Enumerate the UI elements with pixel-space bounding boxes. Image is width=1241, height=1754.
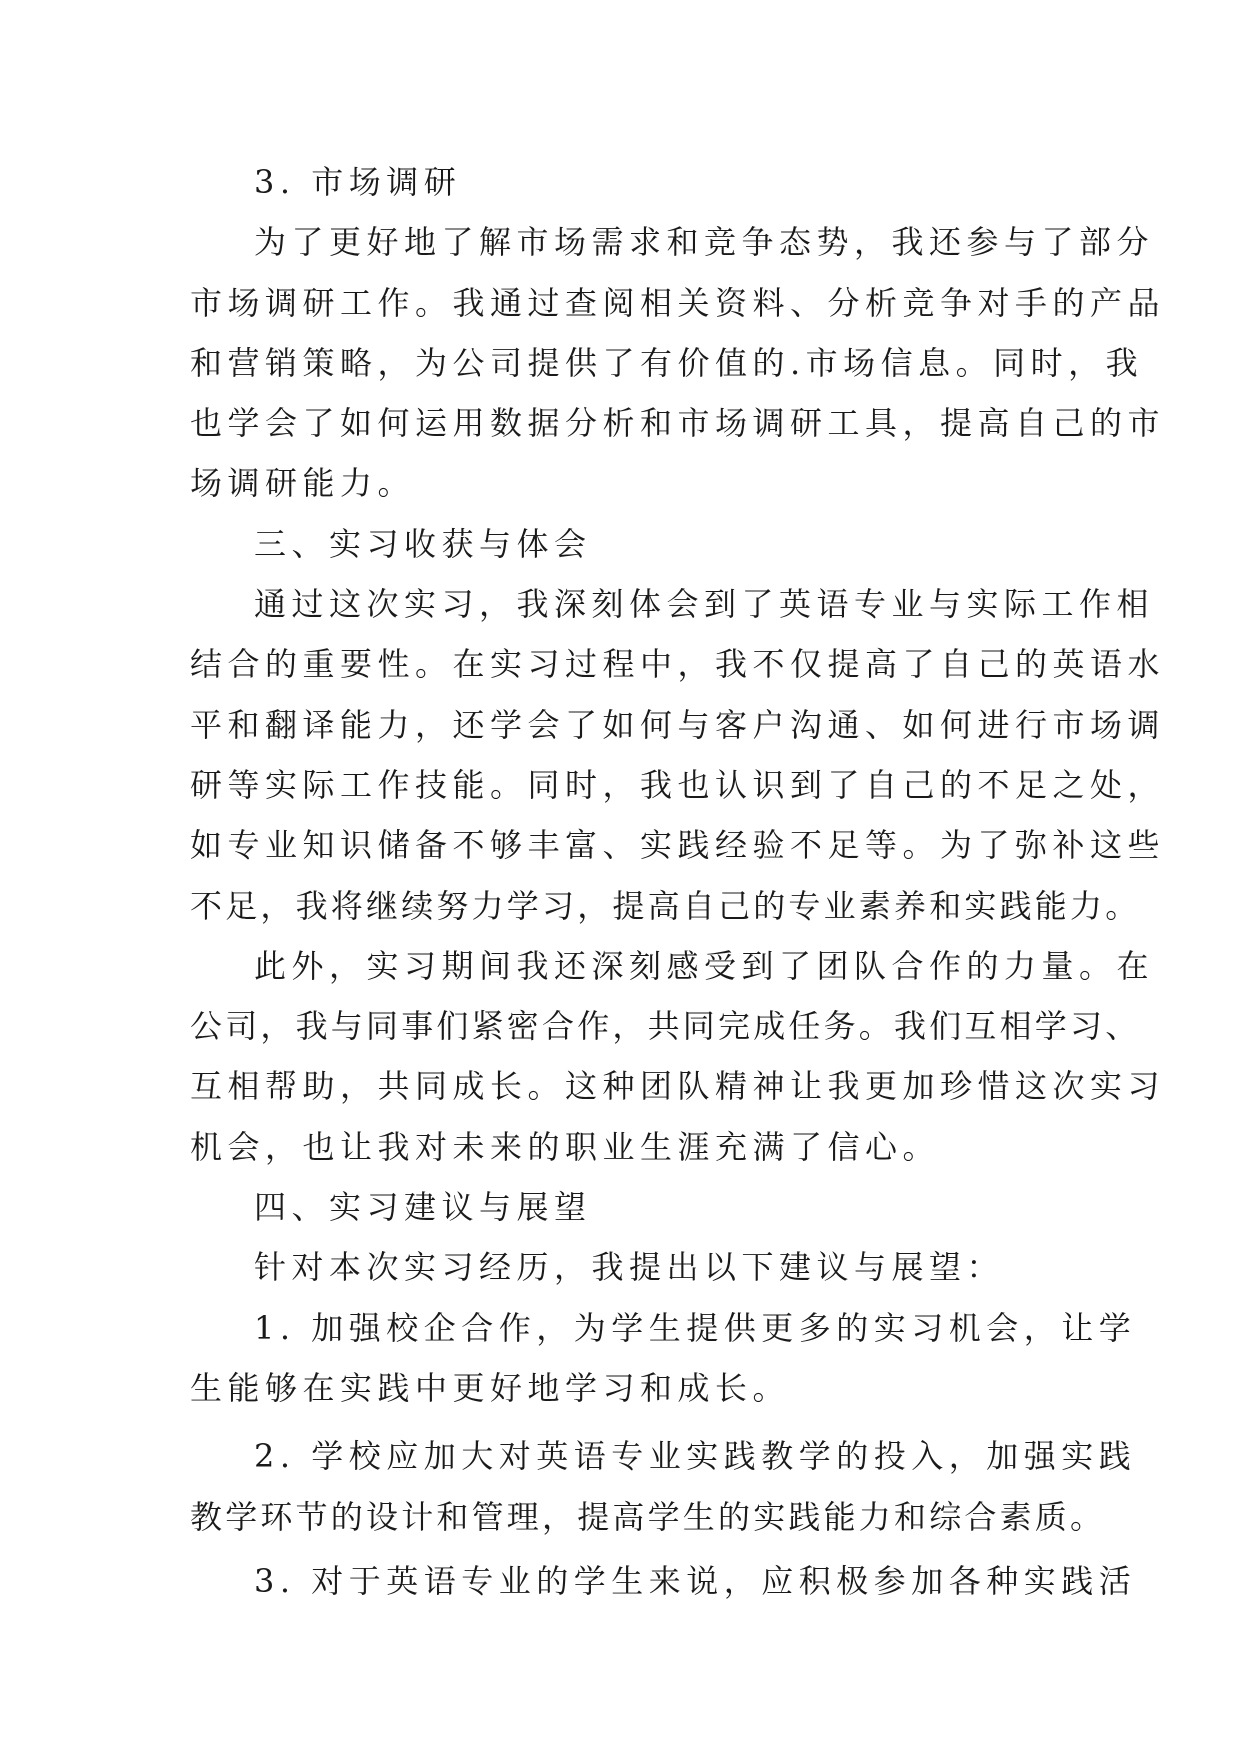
paragraph-line: 和营销策略，为公司提供了有价值的.市场信息。同时，我 — [190, 343, 1144, 382]
paragraph-line: 研等实际工作技能。同时，我也认识到了自己的不足之处， — [190, 765, 1166, 804]
paragraph-line: 如专业知识储备不够丰富、实践经验不足等。为了弥补这些 — [190, 826, 1166, 865]
paragraph-line: 此外，实习期间我还深刻感受到了团队合作的力量。在 — [254, 946, 1155, 985]
paragraph-line: 针对本次实习经历，我提出以下建议与展望： — [254, 1248, 1005, 1287]
section-heading-gains: 三、实习收获与体会 — [254, 524, 592, 563]
list-item-3: 3. 对于英语专业的学生来说，应积极参加各种实践活 — [254, 1561, 1137, 1600]
paragraph-line: 为了更好地了解市场需求和竞争态势，我还参与了部分 — [254, 223, 1155, 262]
subheading-market-research: 3. 市场调研 — [254, 163, 462, 201]
paragraph-line: 机会，也让我对未来的职业生涯充满了信心。 — [190, 1127, 941, 1166]
paragraph-line: 互相帮助，共同成长。这种团队精神让我更加珍惜这次实习 — [190, 1067, 1166, 1106]
paragraph-line: 结合的重要性。在实习过程中，我不仅提高了自己的英语水 — [190, 645, 1166, 684]
paragraph-line: 场调研能力。 — [190, 464, 416, 503]
paragraph-line: 生能够在实践中更好地学习和成长。 — [190, 1368, 791, 1407]
document-body — [190, 152, 1166, 1611]
paragraph-line: 市场调研工作。我通过查阅相关资料、分析竞争对手的产品 — [190, 283, 1166, 322]
paragraph-line: 通过这次实习，我深刻体会到了英语专业与实际工作相 — [254, 585, 1155, 624]
section-heading-suggestions: 四、实习建议与展望 — [254, 1188, 592, 1227]
paragraph-line: 平和翻译能力，还学会了如何与客户沟通、如何进行市场调 — [190, 705, 1166, 744]
paragraph-line: 也学会了如何运用数据分析和市场调研工具，提高自己的市 — [190, 404, 1166, 443]
list-item-1: 1. 加强校企合作，为学生提供更多的实习机会，让学 — [254, 1308, 1137, 1347]
paragraph-line: 教学环节的设计和管理，提高学生的实践能力和综合素质。 — [190, 1497, 1106, 1536]
paragraph-line: 公司，我与同事们紧密合作，共同完成任务。我们互相学习、 — [190, 1007, 1141, 1046]
list-item-2: 2. 学校应加大对英语专业实践教学的投入，加强实践 — [254, 1437, 1137, 1476]
paragraph-line: 不足，我将继续努力学习，提高自己的专业素养和实践能力。 — [190, 886, 1141, 925]
